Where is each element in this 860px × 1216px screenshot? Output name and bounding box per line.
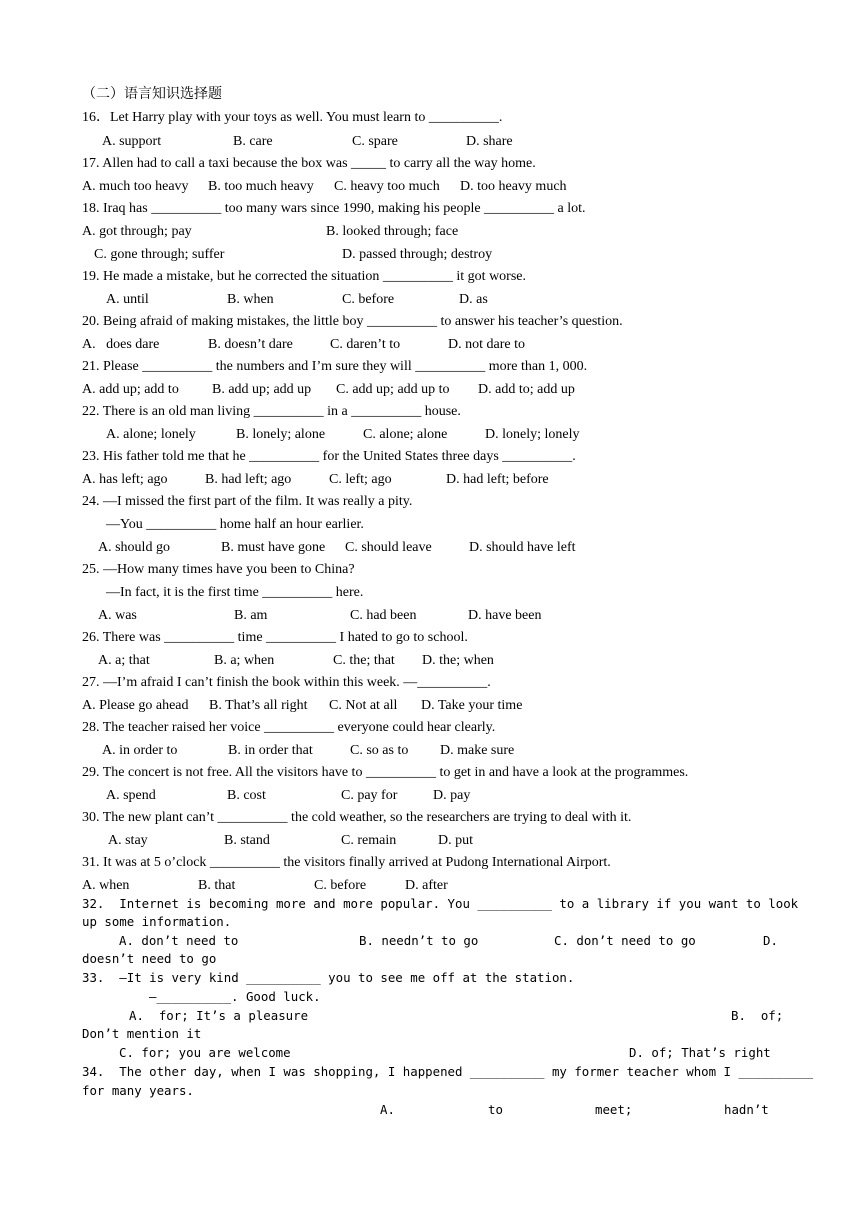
question-23-option-c: C. left; ago (329, 472, 392, 487)
question-26-option-d: D. the; when (422, 653, 494, 668)
question-23-option-a: A. has left; ago (82, 472, 168, 487)
question-18-option-d: D. passed through; destroy (342, 247, 493, 262)
question-25-option-a: A. was (98, 608, 137, 623)
question-30-option-b: B. stand (224, 833, 270, 848)
question-16-option-b: B. care (233, 134, 273, 149)
question-29-option-b: B. cost (227, 788, 266, 803)
question-33-option-b-cont: Don’t mention it (82, 1026, 202, 1041)
question-23-option-d: D. had left; before (446, 472, 549, 487)
question-33-stem: 33. —It is very kind __________ you to see me off at the station. (82, 970, 575, 985)
question-31-option-a: A. when (82, 878, 130, 893)
question-16-option-d: D. share (466, 134, 513, 149)
question-29-option-a: A. spend (106, 788, 156, 803)
question-22-option-b: B. lonely; alone (236, 427, 326, 442)
section-heading: （二）语言知识选择题 (82, 87, 222, 102)
question-18-option-a: A. got through; pay (82, 224, 192, 239)
question-23-stem: 23. His father told me that he __________ for the United States three days __________. (82, 449, 576, 464)
question-31-option-d: D. after (405, 878, 448, 893)
question-27-option-b: B. That’s all right (209, 698, 308, 713)
question-24-stem: 24. —I missed the first part of the film. It was really a pity. (82, 494, 413, 509)
question-20-option-b: B. doesn’t dare (208, 337, 293, 352)
question-32-option-d-cont: doesn’t need to go (82, 951, 217, 966)
question-33-option-d: D. of; That’s right (629, 1045, 771, 1060)
question-32-option-c: C. don’t need to go (554, 933, 696, 948)
question-32-option-b: B. needn’t to go (359, 933, 479, 948)
question-18-stem: 18. Iraq has __________ too many wars since 1990, making his people __________ a lot. (82, 201, 586, 216)
question-18-option-c: C. gone through; suffer (94, 247, 225, 262)
question-21-stem: 21. Please __________ the numbers and I’m sure they will __________ more than 1, 000. (82, 359, 588, 374)
question-22-option-d: D. lonely; lonely (485, 427, 580, 442)
question-19-option-a: A. until (106, 292, 149, 307)
question-17-option-c: C. heavy too much (334, 179, 440, 194)
question-19-option-d: D. as (459, 292, 488, 307)
question-28-stem: 28. The teacher raised her voice __________ everyone could hear clearly. (82, 720, 496, 735)
question-20-stem: 20. Being afraid of making mistakes, the little boy __________ to answer his teacher’s question. (82, 314, 623, 329)
question-28-option-a: A. in order to (102, 743, 178, 758)
question-29-option-d: D. pay (433, 788, 471, 803)
question-16-option-c: C. spare (352, 134, 398, 149)
question-32-option-d: D. (763, 933, 778, 948)
question-31-option-c: C. before (314, 878, 367, 893)
question-28-option-b: B. in order that (228, 743, 313, 758)
question-21-option-d: D. add to; add up (478, 382, 575, 397)
question-24-option-d: D. should have left (469, 540, 576, 555)
question-16-stem: 16．Let Harry play with your toys as well. You must learn to __________. (82, 110, 503, 125)
question-33-option-c: C. for; you are welcome (119, 1045, 291, 1060)
question-30-option-c: C. remain (341, 833, 397, 848)
question-25-stem: 25. —How many times have you been to China? (82, 562, 355, 577)
question-24-stem-reply: —You __________ home half an hour earlier. (106, 517, 364, 532)
question-34-option-a-word-4: hadn’t (724, 1102, 769, 1117)
question-34-stem: 34. The other day, when I was shopping, I happened __________ my former teacher whom I __________ (82, 1064, 814, 1079)
question-32-stem-cont: up some information. (82, 914, 232, 929)
question-22-stem: 22. There is an old man living __________ in a __________ house. (82, 404, 461, 419)
question-21-option-b: B. add up; add up (212, 382, 312, 397)
question-34-stem-cont: for many years. (82, 1083, 194, 1098)
question-17-option-b: B. too much heavy (208, 179, 314, 194)
question-21-option-c: C. add up; add up to (336, 382, 450, 397)
question-25-option-b: B. am (234, 608, 268, 623)
question-30-option-d: D. put (438, 833, 473, 848)
question-26-stem: 26. There was __________ time __________ I hated to go to school. (82, 630, 468, 645)
question-24-option-a: A. should go (98, 540, 170, 555)
question-33-stem-reply: —__________. Good luck. (149, 989, 321, 1004)
question-33-option-a: A. for; It’s a pleasure (129, 1008, 309, 1023)
question-27-option-d: D. Take your time (421, 698, 523, 713)
question-27-option-a: A. Please go ahead (82, 698, 189, 713)
question-25-option-c: C. had been (350, 608, 417, 623)
question-17-option-d: D. too heavy much (460, 179, 567, 194)
question-20-option-a: A. does dare (82, 337, 160, 352)
question-17-stem: 17. Allen had to call a taxi because the box was _____ to carry all the way home. (82, 156, 536, 171)
question-28-option-c: C. so as to (350, 743, 409, 758)
question-31-stem: 31. It was at 5 o’clock __________ the visitors finally arrived at Pudong International Airport. (82, 855, 611, 870)
question-27-option-c: C. Not at all (329, 698, 398, 713)
question-18-option-b: B. looked through; face (326, 224, 459, 239)
question-19-stem: 19. He made a mistake, but he corrected the situation __________ it got worse. (82, 269, 527, 284)
question-29-stem: 29. The concert is not free. All the visitors have to __________ to get in and have a look at the programmes. (82, 765, 689, 780)
question-24-option-b: B. must have gone (221, 540, 326, 555)
question-29-option-c: C. pay for (341, 788, 398, 803)
question-30-stem: 30. The new plant can’t __________ the cold weather, so the researchers are trying to deal with it. (82, 810, 632, 825)
question-20-option-d: D. not dare to (448, 337, 525, 352)
question-25-option-d: D. have been (468, 608, 542, 623)
question-24-option-c: C. should leave (345, 540, 432, 555)
question-22-option-c: C. alone; alone (363, 427, 448, 442)
question-31-option-b: B. that (198, 878, 236, 893)
question-34-option-a-word-3: meet; (595, 1102, 633, 1117)
question-19-option-b: B. when (227, 292, 274, 307)
question-26-option-c: C. the; that (333, 653, 395, 668)
question-34-option-a-word-1: A. (380, 1102, 395, 1117)
question-26-option-a: A. a; that (98, 653, 150, 668)
question-19-option-c: C. before (342, 292, 395, 307)
question-32-stem: 32. Internet is becoming more and more popular. You __________ to a library if you want to look (82, 896, 799, 911)
question-16-option-a: A. support (102, 134, 162, 149)
question-30-option-a: A. stay (108, 833, 148, 848)
question-17-option-a: A. much too heavy (82, 179, 189, 194)
question-34-option-a-word-2: to (488, 1102, 503, 1117)
question-20-option-c: C. daren’t to (330, 337, 401, 352)
question-21-option-a: A. add up; add to (82, 382, 179, 397)
question-28-option-d: D. make sure (440, 743, 515, 758)
question-25-stem-reply: —In fact, it is the first time __________ here. (106, 585, 364, 600)
question-26-option-b: B. a; when (214, 653, 275, 668)
question-33-option-b: B. of; (731, 1008, 784, 1023)
question-22-option-a: A. alone; lonely (106, 427, 196, 442)
question-32-option-a: A. don’t need to (119, 933, 239, 948)
question-23-option-b: B. had left; ago (205, 472, 292, 487)
question-27-stem: 27. —I’m afraid I can’t finish the book within this week. —__________. (82, 675, 491, 690)
